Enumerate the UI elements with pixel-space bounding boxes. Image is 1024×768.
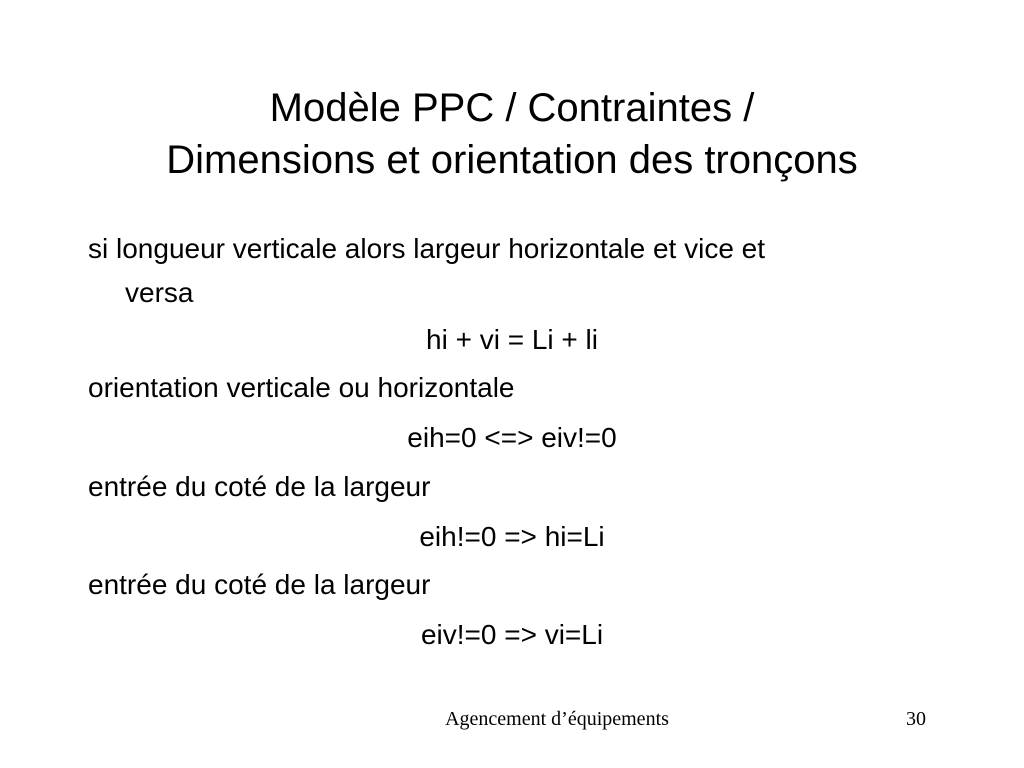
title-line-1: Modèle PPC / Contraintes / bbox=[269, 86, 755, 130]
formula-3: eih!=0 => hi=Li bbox=[419, 521, 605, 552]
body-item-4: entrée du coté de la largeur bbox=[88, 569, 431, 600]
body-item-3: entrée du coté de la largeur bbox=[88, 471, 431, 502]
formula-4: eiv!=0 => vi=Li bbox=[420, 619, 604, 650]
formula-1: hi + vi = Li + li bbox=[426, 324, 598, 355]
body-item-1 bbox=[88, 227, 948, 315]
body-item-1-line-2: versa bbox=[125, 277, 194, 308]
page-number: 30 bbox=[906, 708, 926, 730]
formula-2: eih=0 <=> eiv!=0 bbox=[407, 422, 617, 453]
footer-title: Agencement d’équipements bbox=[445, 708, 669, 730]
body-item-1-line-1: si longueur verticale alors largeur horizontale et vice et bbox=[88, 233, 766, 264]
body-item-2: orientation verticale ou horizontale bbox=[88, 372, 515, 403]
title-line-2: Dimensions et orientation des tronçons bbox=[166, 138, 858, 182]
slide-title bbox=[60, 82, 964, 186]
